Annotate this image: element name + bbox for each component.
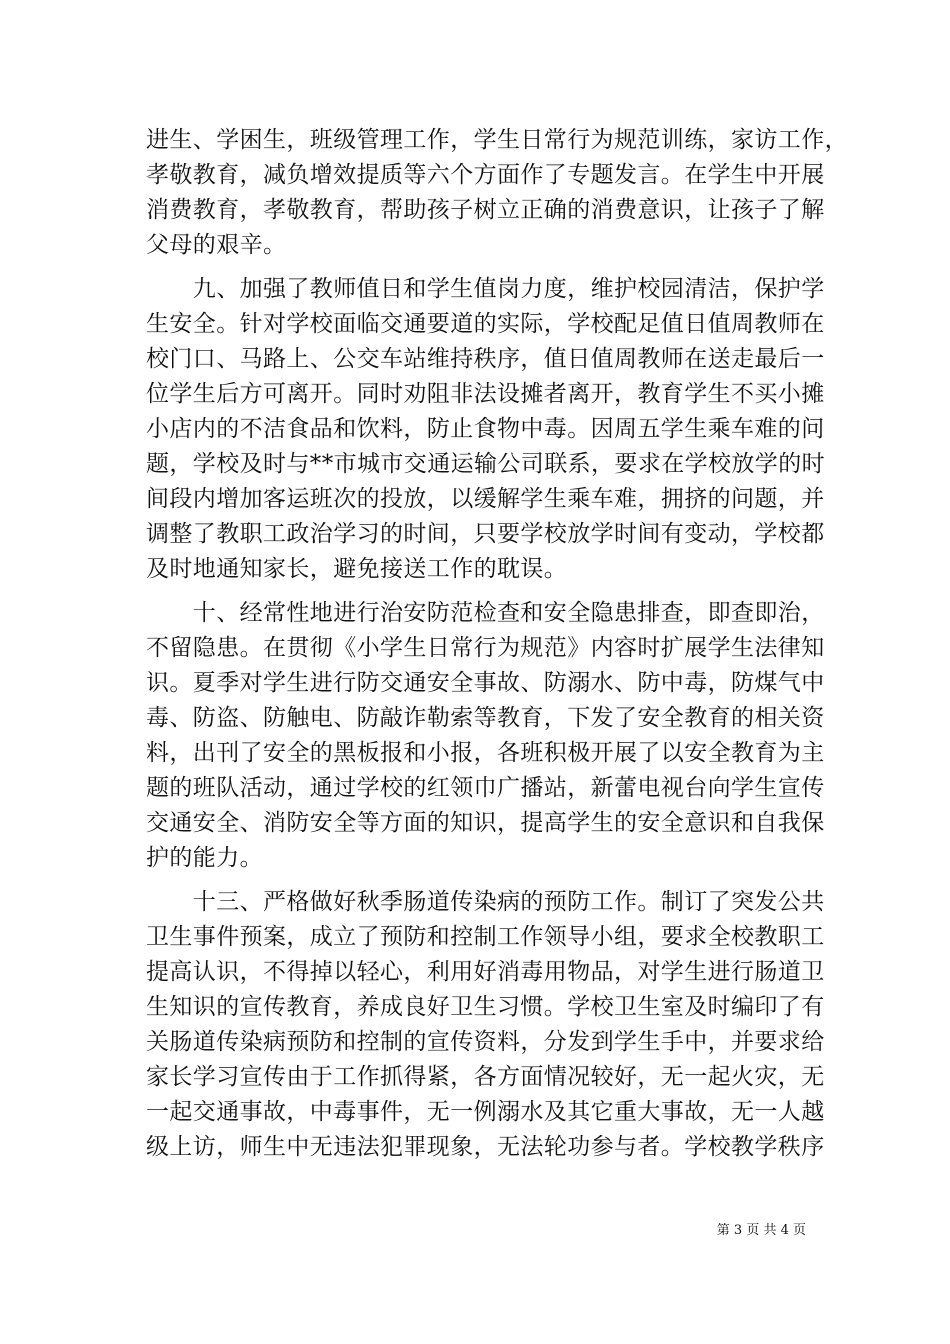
body-text-line: 交通安全、消防安全等方面的知识，提高学生的安全意识和自我保 xyxy=(146,810,825,836)
paragraph-13-heading-line: 十三、严格做好秋季肠道传染病的预防工作。制订了突发公共 xyxy=(146,889,825,915)
body-text-line: 位学生后方可离开。同时劝阻非法设摊者离开，教育学生不买小摊 xyxy=(146,381,825,407)
body-text-line: 校门口、马路上、公交车站维持秩序，值日值周教师在送走最后一 xyxy=(146,346,825,372)
body-text-line: 孝敬教育，减负增效提质等六个方面作了专题发言。在学生中开展 xyxy=(146,162,825,188)
body-text-line: 识。夏季对学生进行防交通安全事故、防溺水、防中毒，防煤气中 xyxy=(146,670,825,696)
body-text-line: 生知识的宣传教育，养成良好卫生习惯。学校卫生室及时编印了有 xyxy=(146,994,825,1020)
body-text-line: 题，学校及时与**市城市交通运输公司联系，要求在学校放学的时 xyxy=(146,451,825,477)
body-text-line: 毒、防盗、防触电、防敲诈勒索等教育，下发了安全教育的相关资 xyxy=(146,705,825,731)
paragraph-9-heading-line: 九、加强了教师值日和学生值岗力度，维护校园清洁，保护学 xyxy=(146,276,825,302)
body-text-line: 不留隐患。在贯彻《小学生日常行为规范》内容时扩展学生法律知 xyxy=(146,635,825,661)
body-text-line: 料，出刊了安全的黑板报和小报，各班积极开展了以安全教育为主 xyxy=(146,740,825,766)
body-text-line: 护的能力。 xyxy=(146,845,263,871)
body-text-line: 生安全。针对学校面临交通要道的实际，学校配足值日值周教师在 xyxy=(146,311,825,337)
body-text-line: 父母的艰辛。 xyxy=(146,232,287,258)
body-text-line: 题的班队活动，通过学校的红领巾广播站，新蕾电视台向学生宣传 xyxy=(146,775,825,801)
paragraph-10-heading-line: 十、经常性地进行治安防范检查和安全隐患排查，即查即治， xyxy=(146,600,825,626)
body-text-line: 提高认识，不得掉以轻心，利用好消毒用物品，对学生进行肠道卫 xyxy=(146,959,825,985)
body-text-line: 关肠道传染病预防和控制的宣传资料，分发到学生手中，并要求给 xyxy=(146,1029,825,1055)
body-text-line: 小店内的不洁食品和饮料，防止食物中毒。因周五学生乘车难的问 xyxy=(146,416,825,442)
body-text-line: 卫生事件预案，成立了预防和控制工作领导小组，要求全校教职工 xyxy=(146,924,825,950)
body-text-line: 间段内增加客运班次的投放，以缓解学生乘车难，拥挤的问题，并 xyxy=(146,486,825,512)
page-number-footer: 第 3 页 共 4 页 xyxy=(716,1223,806,1238)
body-text-line: 一起交通事故，中毒事件，无一例溺水及其它重大事故，无一人越 xyxy=(146,1099,825,1125)
body-text-line: 级上访，师生中无违法犯罪现象，无法轮功参与者。学校教学秩序 xyxy=(146,1134,825,1160)
body-text-line: 家长学习宣传由于工作抓得紧，各方面情况较好，无一起火灾，无 xyxy=(146,1064,825,1090)
body-text-line: 及时地通知家长，避免接送工作的耽误。 xyxy=(146,556,568,582)
body-text-line: 进生、学困生，班级管理工作，学生日常行为规范训练，家访工作， xyxy=(146,127,848,153)
body-text-line: 消费教育，孝敬教育，帮助孩子树立正确的消费意识，让孩子了解 xyxy=(146,197,825,223)
body-text-line: 调整了教职工政治学习的时间，只要学校放学时间有变动，学校都 xyxy=(146,521,825,547)
